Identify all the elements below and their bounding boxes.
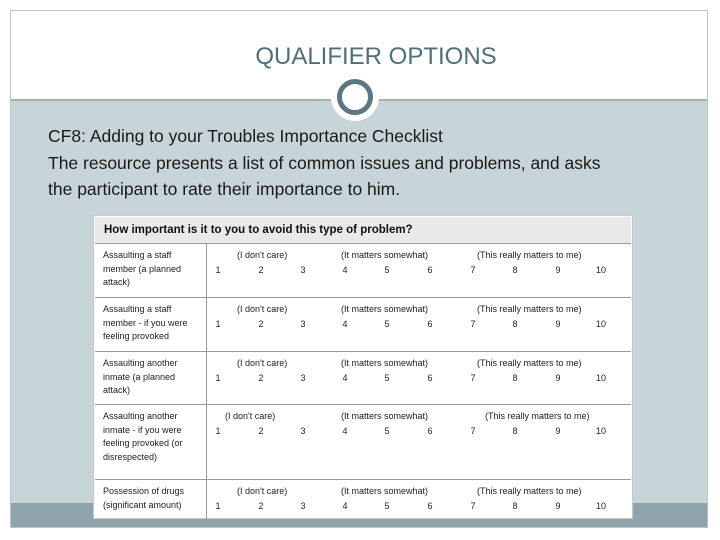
scale-number: 1 bbox=[215, 501, 221, 511]
scale-number: 6 bbox=[427, 426, 433, 436]
anchor-mid: (It matters somewhat) bbox=[341, 411, 429, 421]
checklist-row bbox=[95, 351, 631, 405]
body-text bbox=[48, 123, 698, 203]
anchor-mid: (It matters somewhat) bbox=[341, 486, 429, 496]
scale-number: 3 bbox=[300, 319, 306, 329]
scale-number: 6 bbox=[427, 265, 433, 275]
anchor-low: (I don't care) bbox=[237, 486, 288, 496]
scale-number: 6 bbox=[427, 373, 433, 383]
scale-number: 9 bbox=[555, 319, 561, 329]
scale-number: 4 bbox=[342, 426, 348, 436]
scale-number: 2 bbox=[258, 319, 264, 329]
checklist-row bbox=[95, 479, 631, 520]
scale-number: 8 bbox=[512, 426, 518, 436]
checklist-header: How important is it to you to avoid this type of problem? bbox=[95, 217, 631, 243]
scale-number: 3 bbox=[300, 265, 306, 275]
subheading: CF8: Adding to your Troubles Importance Checklist bbox=[48, 126, 443, 146]
row-label: Possession of drugs (significant amount) bbox=[103, 486, 185, 510]
scale-number: 2 bbox=[258, 501, 264, 511]
scale-number: 1 bbox=[215, 426, 221, 436]
scale-number: 3 bbox=[300, 501, 306, 511]
anchor-high: (This really matters to me) bbox=[477, 486, 582, 496]
checklist-image bbox=[93, 215, 633, 519]
scale-number: 10 bbox=[595, 319, 606, 329]
scale-number: 7 bbox=[470, 319, 476, 329]
scale-number: 10 bbox=[595, 265, 606, 275]
scale-number: 10 bbox=[595, 501, 606, 511]
scale-number: 7 bbox=[470, 373, 476, 383]
slide-title: QUALIFIER OPTIONS bbox=[255, 43, 497, 70]
anchor-high: (This really matters to me) bbox=[477, 358, 582, 368]
scale-number: 9 bbox=[555, 265, 561, 275]
scale-numbers bbox=[207, 501, 631, 513]
scale-number: 2 bbox=[258, 265, 264, 275]
row-label: Assaulting another inmate (a planned attack) bbox=[103, 358, 178, 395]
scale-numbers bbox=[207, 319, 631, 331]
scale-number: 1 bbox=[215, 265, 221, 275]
scale-number: 9 bbox=[555, 373, 561, 383]
scale-number: 8 bbox=[512, 265, 518, 275]
anchor-high: (This really matters to me) bbox=[477, 250, 582, 260]
body-line-1: The resource presents a list of common issues and problems, and asks bbox=[48, 152, 601, 173]
scale-numbers bbox=[207, 426, 631, 438]
scale-number: 4 bbox=[342, 373, 348, 383]
scale-number: 2 bbox=[258, 426, 264, 436]
row-label: Assaulting a staff member (a planned attack) bbox=[103, 250, 182, 287]
scale-number: 10 bbox=[595, 373, 606, 383]
scale-number: 3 bbox=[300, 373, 306, 383]
scale-number: 5 bbox=[384, 265, 390, 275]
anchor-mid: (It matters somewhat) bbox=[341, 304, 429, 314]
scale-numbers bbox=[207, 373, 631, 385]
anchor-high: (This really matters to me) bbox=[477, 304, 582, 314]
scale-anchors bbox=[207, 411, 631, 423]
scale-number: 5 bbox=[384, 373, 390, 383]
scale-number: 5 bbox=[384, 319, 390, 329]
checklist-row bbox=[95, 297, 631, 352]
scale-numbers bbox=[207, 265, 631, 277]
scale-number: 9 bbox=[555, 501, 561, 511]
scale-number: 7 bbox=[470, 265, 476, 275]
checklist-row bbox=[95, 404, 631, 480]
scale-number: 4 bbox=[342, 501, 348, 511]
scale-number: 10 bbox=[595, 426, 606, 436]
scale-number: 9 bbox=[555, 426, 561, 436]
scale-number: 5 bbox=[384, 426, 390, 436]
scale-number: 1 bbox=[215, 319, 221, 329]
scale-number: 8 bbox=[512, 501, 518, 511]
anchor-mid: (It matters somewhat) bbox=[341, 250, 429, 260]
anchor-low: (I don't care) bbox=[237, 250, 288, 260]
checklist-row bbox=[95, 243, 631, 298]
anchor-low: (I don't care) bbox=[237, 304, 288, 314]
row-label: Assaulting a staff member - if you were feeling provoked bbox=[103, 304, 188, 341]
scale-number: 6 bbox=[427, 501, 433, 511]
body-line-2: the participant to rate their importance to him. bbox=[48, 179, 401, 199]
anchor-low: (I don't care) bbox=[225, 411, 276, 421]
scale-anchors bbox=[207, 250, 631, 262]
scale-number: 5 bbox=[384, 501, 390, 511]
scale-number: 6 bbox=[427, 319, 433, 329]
scale-number: 7 bbox=[470, 501, 476, 511]
scale-number: 8 bbox=[512, 319, 518, 329]
scale-number: 2 bbox=[258, 373, 264, 383]
row-label: Assaulting another inmate - if you were feeling provoked (or disrespected) bbox=[103, 411, 183, 462]
scale-anchors bbox=[207, 358, 631, 370]
scale-anchors bbox=[207, 304, 631, 316]
anchor-mid: (It matters somewhat) bbox=[341, 358, 429, 368]
circle-ornament-icon bbox=[337, 79, 373, 115]
scale-number: 4 bbox=[342, 265, 348, 275]
scale-number: 3 bbox=[300, 426, 306, 436]
scale-number: 8 bbox=[512, 373, 518, 383]
scale-number: 1 bbox=[215, 373, 221, 383]
scale-anchors bbox=[207, 486, 631, 498]
scale-number: 7 bbox=[470, 426, 476, 436]
anchor-low: (I don't care) bbox=[237, 358, 288, 368]
anchor-high: (This really matters to me) bbox=[485, 411, 590, 421]
scale-number: 4 bbox=[342, 319, 348, 329]
